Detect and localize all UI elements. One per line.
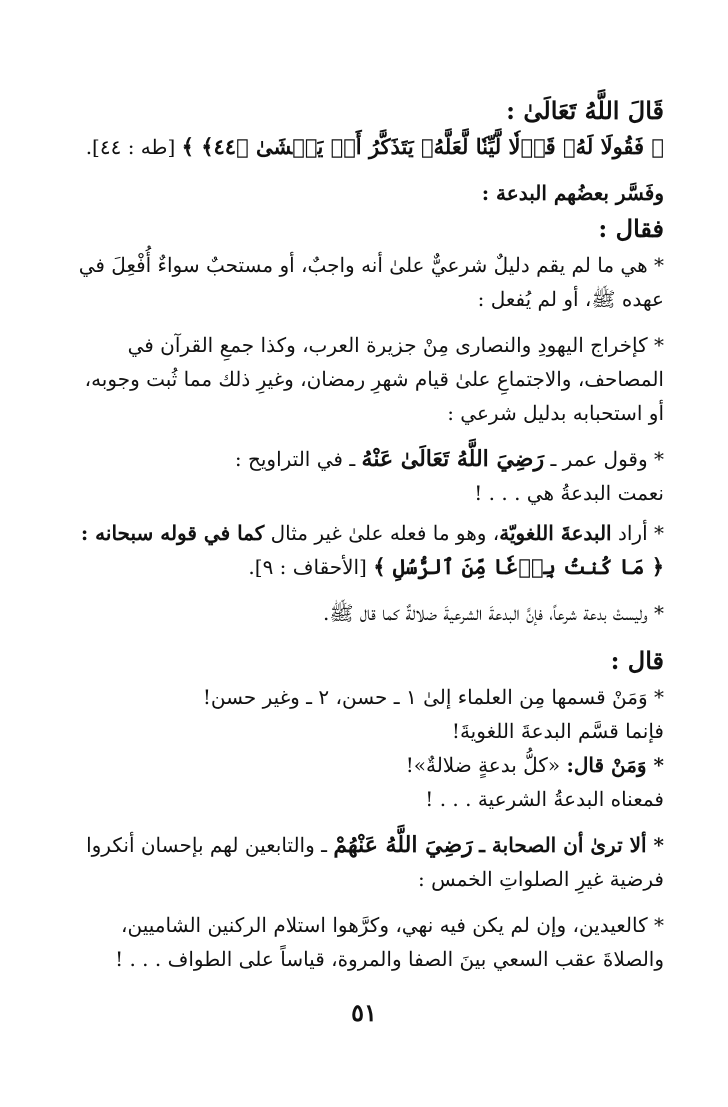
paragraph-umar-line-2: نعمت البدعةُ هي . . . !	[474, 481, 664, 505]
paragraph-every-bida	[64, 748, 664, 782]
heading-said: قال :	[610, 646, 664, 675]
umar-text-end: ـ في التراويح :	[234, 447, 356, 471]
paragraph-division-linguistic: فإنما قسَّم البدعةَ اللغويةَ!	[451, 719, 664, 743]
page-number: ٥١	[351, 998, 377, 1027]
honorific-umar: رَضِيَ اللَّهُ تَعَالَىٰ عَنْهُ	[361, 446, 545, 472]
paragraph-examples-line-2: المصاحف، والاجتماعِ علىٰ قيام شهرِ رمضان، وغيرِ ذلك مما ثُبت وجوبه،	[84, 367, 664, 391]
paragraph-linguistic	[64, 516, 664, 550]
paragraph-examples-line-1: * كإخراج اليهودِ والنصارى مِنْ جزيرة العرب، وكذا جمعِ القرآن في	[127, 333, 664, 357]
quran-verse-taha	[64, 130, 664, 164]
companions-text-end: ـ والتابعين لهم بإحسان أنكروا	[86, 833, 327, 857]
linguistic-text-a: * أراد	[617, 521, 664, 545]
quran-verse-ahqaf	[64, 550, 664, 584]
paragraph-definition-line-2: عهده ﷺ، أو لم يُفعل :	[477, 287, 664, 311]
paragraph-examples-line-3: أو استحبابه بدليل شرعي :	[447, 401, 664, 425]
paragraph-eids-line-2: والصلاةَ عقب السعي بينَ الصفا والمروة، قياساً على الطواف . . . !	[115, 947, 664, 971]
every-bida-lead: * وَمَنْ قال:	[566, 753, 664, 777]
paragraph-eids-line-1: * كالعيدين، وإن لم يكن فيه نهي، وكرَّهوا استلام الركنين الشاميين،	[121, 913, 664, 937]
linguistic-text-c: ، وهو ما فعله علىٰ غير مثال	[270, 521, 500, 545]
heading-he-said: فقال :	[598, 214, 664, 243]
quran-verse-text: ﴿ مَا كُنتُ بِدۡعٗا مِّنَ ٱلرُّسُلِ ﴾	[373, 554, 664, 579]
companions-text-start: * ألا ترىٰ أن الصحابة ـ	[479, 833, 664, 857]
paragraph-division: * وَمَنْ قسمها مِن العلماء إلىٰ ١ ـ حسن، ٢ ـ وغير حسن!	[202, 685, 664, 709]
linguistic-text-d: كما في قوله سبحانه :	[80, 521, 265, 545]
linguistic-term: البدعةَ اللغويّة	[499, 521, 612, 545]
heading-allah-said: قَالَ اللَّهُ تَعَالَىٰ :	[506, 96, 664, 125]
umar-text-start: * وقول عمر ـ	[550, 447, 664, 471]
paragraph-companions-line-1	[64, 828, 664, 862]
honorific-companions: رَضِيَ اللَّهُ عَنْهُمْ	[333, 832, 473, 858]
paragraph-not-sharia: * وليستْ بدعة شرعاً، فإنَّ البدعةَ الشرعيةَ ضلالةٌ كما قال ﷺ.	[322, 601, 664, 625]
paragraph-companions-line-2: فرضية غيرِ الصلواتِ الخمس :	[418, 867, 664, 891]
verse-reference: [الأحقاف : ٩].	[248, 555, 367, 579]
quran-verse-text: ﴿ فَقُولَا لَهُۥ قَوۡلٗا لَّيِّنٗا لَّعَلَّهُۥ يَتَذَكَّرُ أَوۡ يَخۡشَىٰ ﴿٤٤﴾ ﴾	[181, 134, 664, 159]
paragraph-umar-line-1	[64, 442, 664, 476]
paragraph-meaning-sharia: فمعناه البدعةُ الشرعية . . . !	[425, 787, 664, 811]
intro-line: وفَسَّر بعضُهم البدعة :	[481, 181, 664, 205]
verse-reference: [طه : ٤٤].	[85, 135, 176, 159]
paragraph-definition-line-1: * هي ما لم يقم دليلٌ شرعيٌّ علىٰ أنه واجبٌ، أو مستحبٌ سواءٌ أُفْعِلَ في	[78, 253, 664, 277]
every-bida-quote: «كلُّ بدعةٍ ضلالةٌ»!	[405, 753, 561, 777]
